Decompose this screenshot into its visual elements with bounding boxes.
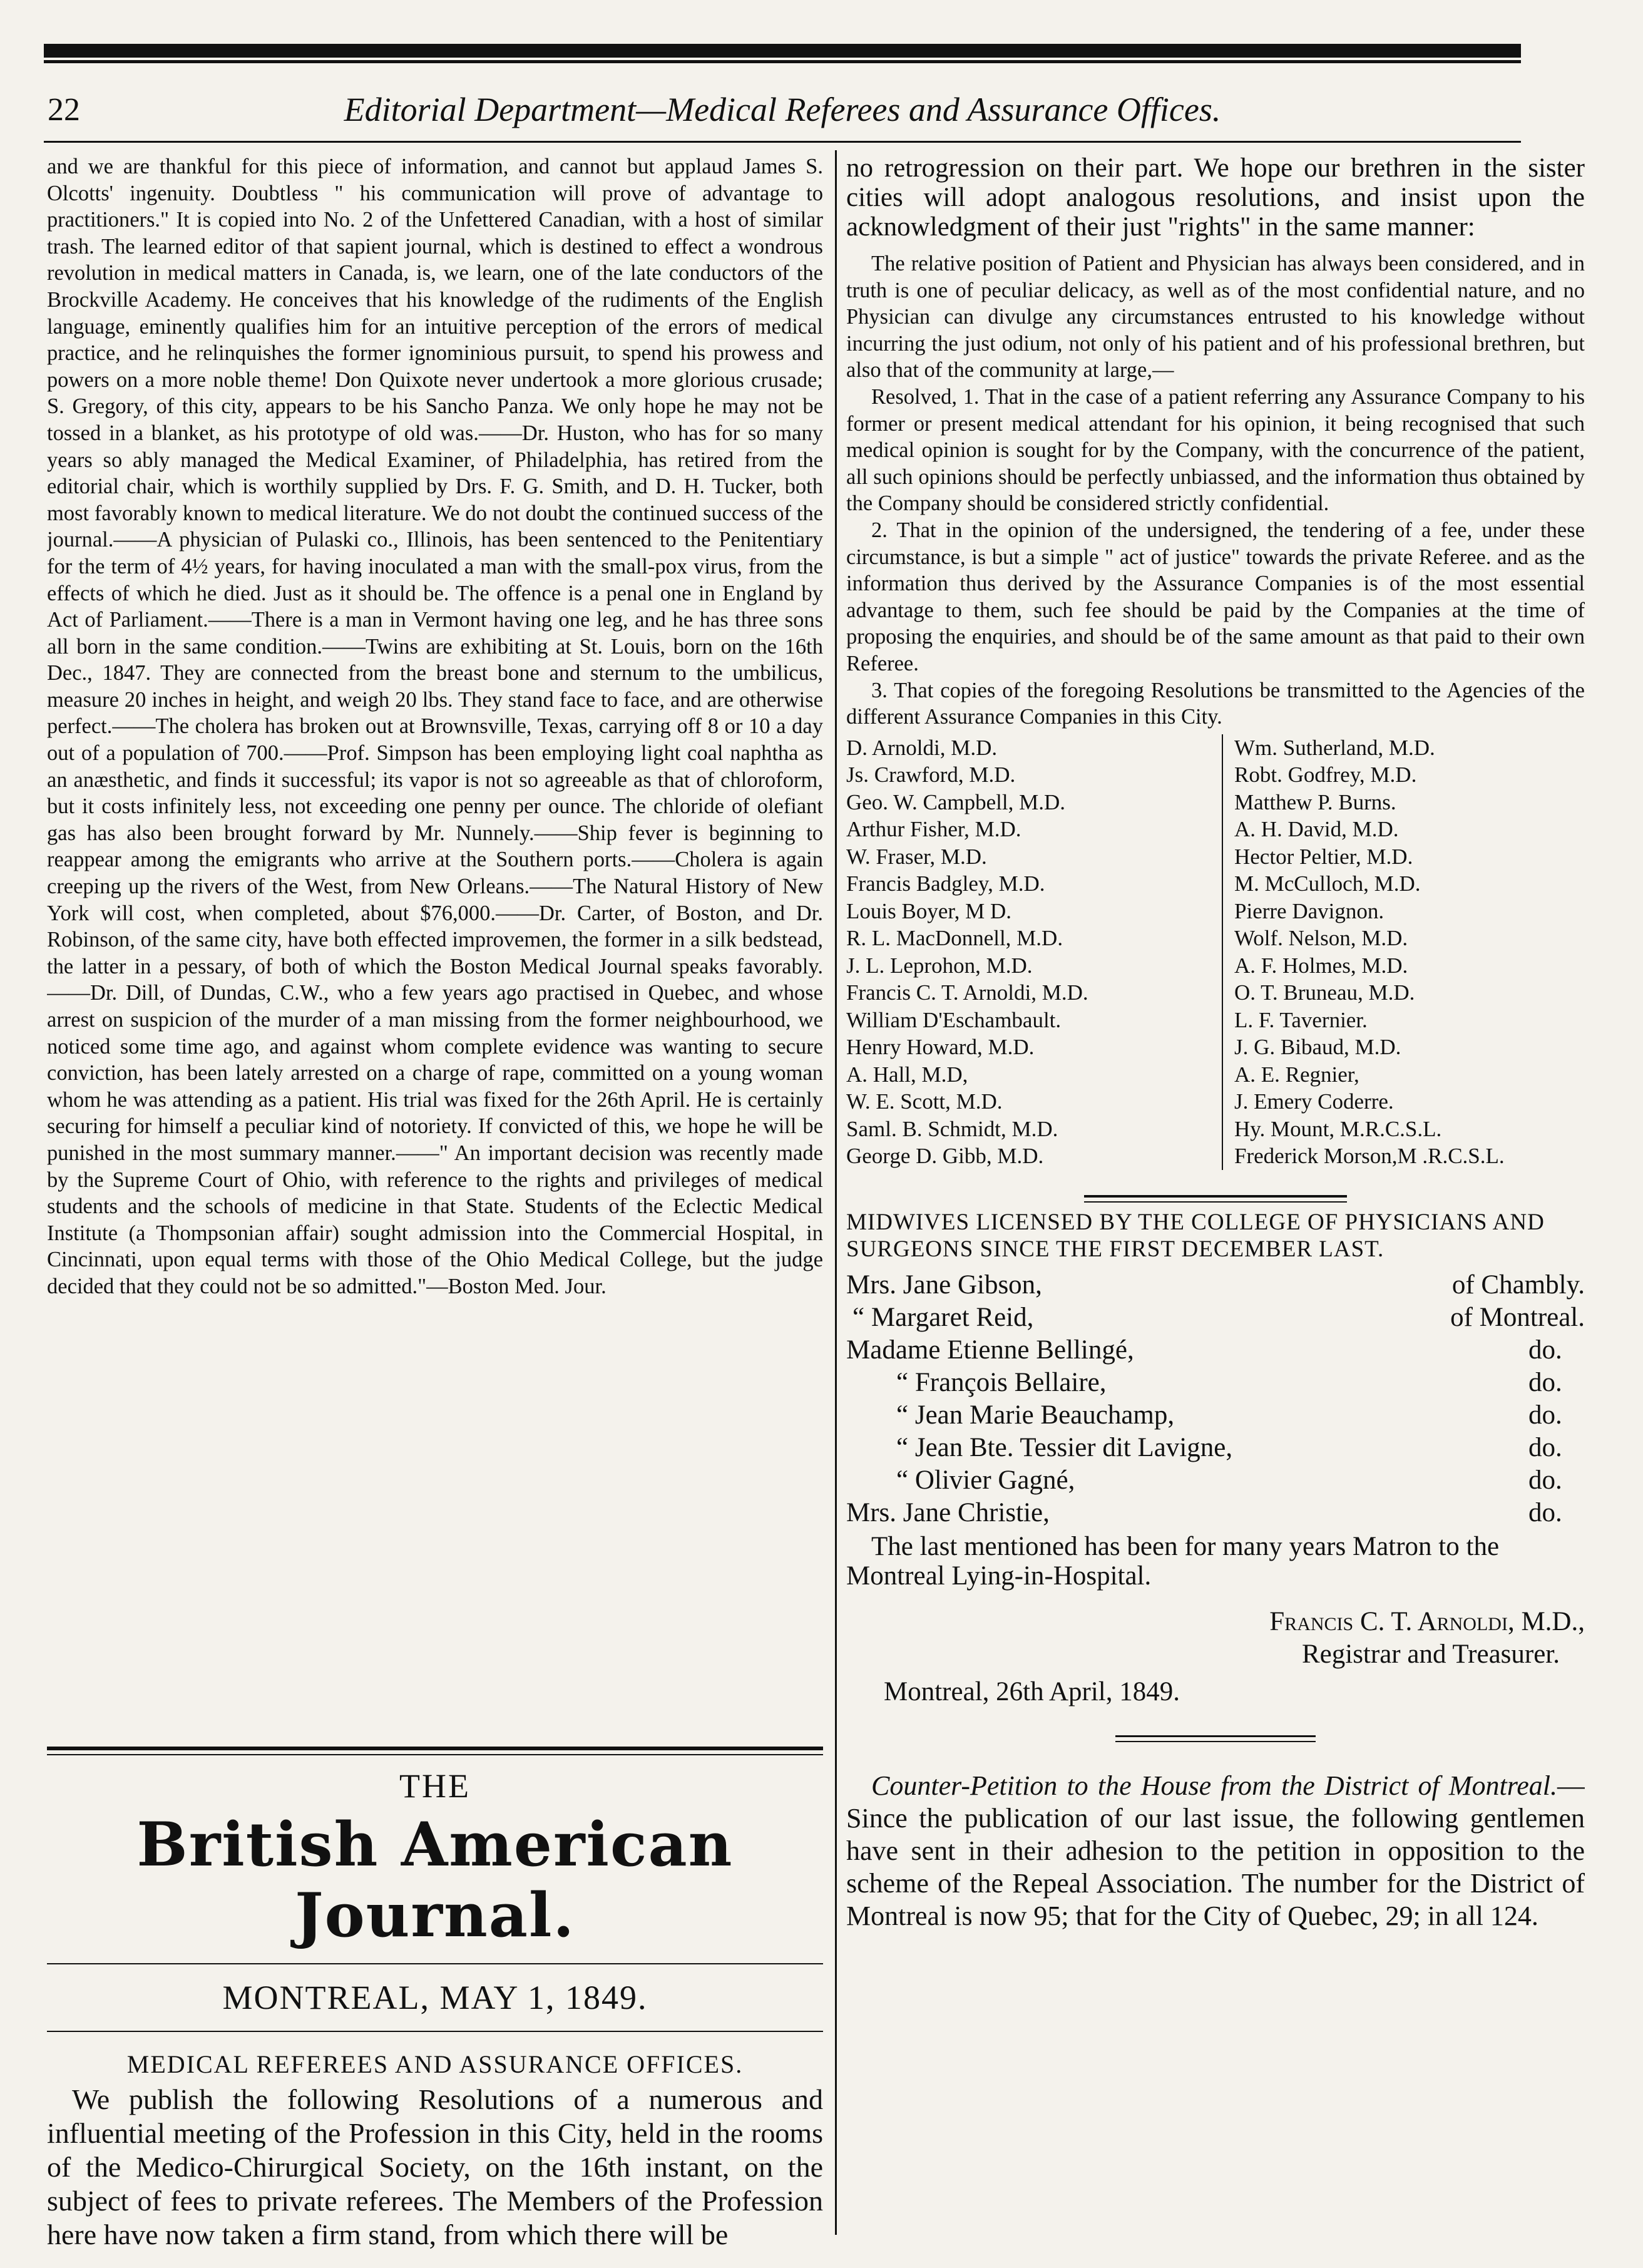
midwife-row bbox=[846, 1399, 1585, 1432]
midwife-place: do. bbox=[1528, 1335, 1562, 1365]
signatories-left bbox=[846, 734, 1197, 1170]
resolution-1: Resolved, 1. That in the case of a patient referring any Assurance Company to his former or present medical attendant for his opinion, it being recognised that such medical opinion is sought for by the Company, with the concurrence of the patient, all such opinions should be perfectly unbiassed, and the information thus obtained by the Company should be considered strictly confidential. bbox=[846, 384, 1585, 516]
dateline: MONTREAL, MAY 1, 1849. bbox=[222, 1979, 648, 2016]
signature-date: Montreal, 26th April, 1849. bbox=[884, 1676, 1180, 1706]
midwife-row bbox=[846, 1301, 1585, 1334]
counter-petition-title: Counter-Petition to the House from the District of Montreal. bbox=[871, 1770, 1557, 1801]
signatory: A. E. Regnier, bbox=[1234, 1062, 1359, 1087]
right-column bbox=[846, 153, 1585, 1932]
signatory: Henry Howard, M.D. bbox=[846, 1035, 1035, 1060]
signatory: Louis Boyer, M D. bbox=[846, 898, 1012, 923]
resolution-preamble: The relative position of Patient and Physician has always been considered, and in truth is one of peculiar delicacy, as well as of the most confidential nature, and no Physician can divulge any circumstances entrusted to his knowledge without incurring the just odium, not only of his patient and of his professional brethren, but also that of the community at large,— bbox=[846, 252, 1585, 382]
top-border-rule-thin bbox=[44, 60, 1521, 63]
midwife-name: Mrs. Jane Gibson, bbox=[846, 1270, 1042, 1300]
signatory: A. Hall, M.D, bbox=[846, 1062, 968, 1087]
masthead-the: THE bbox=[399, 1767, 471, 1805]
signatories-right bbox=[1222, 734, 1585, 1170]
section-rule-2 bbox=[1115, 1735, 1316, 1737]
article-body bbox=[47, 2083, 823, 2252]
masthead-rule-thin bbox=[47, 1754, 823, 1755]
midwife-row bbox=[846, 1432, 1585, 1464]
signatory: William D'Eschambault. bbox=[846, 1007, 1062, 1032]
signatory: Pierre Davignon. bbox=[1234, 898, 1385, 923]
resolution-3: 3. That copies of the foregoing Resolutions be transmitted to the Agencies of the different Assurance Companies in this City. bbox=[846, 678, 1585, 729]
dateline-rule-top bbox=[47, 1963, 823, 1964]
masthead bbox=[47, 1747, 823, 2252]
signatory: Frederick Morson,M .R.C.S.L. bbox=[1234, 1144, 1505, 1169]
signatory: Wm. Sutherland, M.D. bbox=[1234, 735, 1435, 760]
section-rule-2-thin bbox=[1115, 1741, 1316, 1742]
signatory: A. H. David, M.D. bbox=[1234, 817, 1399, 842]
midwives-note: The last mentioned has been for many years Matron to the Montreal Lying-in-Hospital. bbox=[846, 1531, 1500, 1591]
midwife-place: of Montreal. bbox=[1450, 1302, 1585, 1332]
signatory: Francis C. T. Arnoldi, M.D. bbox=[846, 980, 1088, 1005]
signatory: R. L. MacDonnell, M.D. bbox=[846, 926, 1063, 951]
counter-petition-body: —Since the publication of our last issue, the following gentlemen have sent in their adhesion to the petition in opposition to the scheme of the Repeal Association. The number for the District of Montreal is now 95; that for the City of Quebec, 29; in all 124. bbox=[846, 1770, 1585, 1931]
midwife-row bbox=[846, 1497, 1585, 1529]
signatory: Hector Peltier, M.D. bbox=[1234, 844, 1413, 869]
signatory: W. Fraser, M.D. bbox=[846, 844, 987, 869]
signature-name: Francis C. T. Arnoldi, M.D., bbox=[1269, 1606, 1585, 1636]
signatory: Matthew P. Burns. bbox=[1234, 789, 1396, 814]
signatory: Saml. B. Schmidt, M.D. bbox=[846, 1116, 1058, 1141]
midwife-name: “ Jean Bte. Tessier dit Lavigne, bbox=[896, 1432, 1233, 1462]
midwife-name: Madame Etienne Bellingé, bbox=[846, 1335, 1134, 1365]
midwife-row bbox=[846, 1367, 1585, 1399]
article-body-text: We publish the following Resolutions of a numerous and influential meeting of the Profession in this City, held in the rooms of the Medico-Chirurgical Society, on the 16th instant, on the subject of fees to private referees. The Members of the Profession here have now taken a firm stand, from which there will be bbox=[47, 2083, 823, 2250]
top-border-rule bbox=[44, 44, 1521, 58]
running-head: Editorial Department—Medical Referees and Assurance Offices. bbox=[344, 91, 1221, 128]
left-column bbox=[47, 153, 823, 1665]
midwife-name: “ Margaret Reid, bbox=[852, 1302, 1034, 1332]
counter-petition bbox=[846, 1770, 1585, 1932]
midwife-place: do. bbox=[1528, 1465, 1562, 1495]
page-number: 22 bbox=[48, 92, 80, 128]
signatory: Wolf. Nelson, M.D. bbox=[1234, 926, 1408, 951]
signatory: Robt. Godfrey, M.D. bbox=[1234, 762, 1417, 788]
section-rule-thin bbox=[1084, 1201, 1347, 1203]
signatory: J. G. Bibaud, M.D. bbox=[1234, 1035, 1401, 1060]
signatory: M. McCulloch, M.D. bbox=[1234, 871, 1421, 896]
article-heading: MEDICAL REFEREES AND ASSURANCE OFFICES. bbox=[126, 2050, 744, 2078]
midwife-name: “ Olivier Gagné, bbox=[896, 1465, 1075, 1495]
column-divider bbox=[835, 150, 837, 2235]
journal-title: British American Journal. bbox=[136, 1809, 734, 1951]
signatory: J. L. Leprohon, M.D. bbox=[846, 953, 1033, 978]
masthead-rule bbox=[47, 1747, 823, 1750]
signatory: Js. Crawford, M.D. bbox=[846, 762, 1016, 788]
midwife-place: do. bbox=[1528, 1400, 1562, 1430]
resolution-2: 2. That in the opinion of the undersigned, the tendering of a fee, under these circumstance, is but a simple " act of justice" towards the private Referee. and as the information thus derived by the Assurance Companies is of the most essential advantage to them, such fee should be paid by the Companies at the time of proposing the enquiries, and should be of the same amount as that paid to their own Referee. bbox=[846, 518, 1585, 675]
signatory: W. E. Scott, M.D. bbox=[846, 1089, 1003, 1114]
header-rule bbox=[44, 141, 1521, 143]
midwife-place: do. bbox=[1528, 1367, 1562, 1397]
midwife-name: “ Jean Marie Beauchamp, bbox=[896, 1400, 1175, 1430]
signature-title: Registrar and Treasurer. bbox=[1301, 1639, 1560, 1669]
midwife-place: of Chambly. bbox=[1451, 1270, 1585, 1300]
midwife-name: “ François Bellaire, bbox=[896, 1367, 1107, 1397]
news-paragraph: and we are thankful for this piece of information, and cannot but applaud James S. Olcotts' ingenuity. Doubtless " his communication will prove of advantage to practitioners." It is copied into No. 2 of the Unfettered Canadian, with a host of similar trash. The learned editor of that sapient journal, which is destined to effect a wondrous revolution in medical matters in Canada, is, we learn, one of the late conductors of the Brockville Academy. He conceives that his knowledge of the rudiments of the English language, eminently qualifies him for an intuitive perception of the errors of medical practice, and he relinquishes the former ignominious pursuit, to spend his prowess and powers on a more noble theme! Don Quixote never undertook a more glorious crusade; S. Gregory, of this city, appears to be his Sancho Panza. We only hope he may not be tossed in a blanket, as his prototype of old was.——Dr. Huston, who has for so many years so ably managed the Medical Examiner, of Philadelphia, has retired from the editorial chair, which is worthily supplied by Drs. F. G. Smith, and D. H. Tucker, both most favorably known to medical literature. We do not doubt the continued success of the journal.——A physician of Pulaski co., Illinois, has been sentenced to the Penitentiary for the term of 4½ years, for having inoculated a man with the small-pox virus, from the effects of which he died. Just as it should be. The offence is a penal one in England by Act of Parliament.——There is a man in Vermont having one leg, and he has three sons all born in the same condition.——Twins are exhibiting at St. Louis, born on the 16th Dec., 1847. They are connected from the breast bone and sternum to the umbilicus, measure 20 inches in height, and weigh 20 lbs. They stand face to face, and are otherwise perfect.——The cholera has broken out at Brownsville, Texas, carrying off 8 or 10 a day out of a population of 700.——Prof. Simpson has been employing light coal naphtha as an anæsthetic, and finds it successful; its vapor is not so agreeable as that of chloroform, but it costs infinitely less, not exceeding one penny per ounce. The chloride of olefiant gas has also been brought forward by Mr. Nunnely.——Ship fever is beginning to reappear among the emigrants who arrive at the Southern ports.——Cholera is again creeping up the rivers of the West, from New Orleans.——The Natural History of New York will cost, when completed, about $76,000.——Dr. Carter, of Boston, and Dr. Robinson, of the same city, have both effected improvemen, the former in a silk bedstead, the latter in a pessary, of both of which the Boston Medical Journal speaks favorably.——Dr. Dill, of Dundas, C.W., who a few years ago practised in Quebec, and whose arrest on suspicion of the murder of a man missing from the former neighbourhood, we noticed some time ago, and against whom complete evidence was wanting to secure conviction, has been lately arrested on a charge of rape, committed on a young woman whom he was attending as a patient. His trial was fixed for the 26th April. He is certainly securing for himself a peculiar kind of notoriety. If convicted of this, we hope he will be punished in the most summary manner.——" An important decision was recently made by the Supreme Court of Ohio, with reference to the rights and privileges of medical students and the schools of medicine in that State. Students of the Eclectic Medical Institute (a Thompsonian affair) sought admission into the Commercial Hospital, in Cincinnati, upon equal terms with those of the Ohio Medical College, but the judge decided that they could not be so admitted."—Boston Med. Jour. bbox=[47, 155, 823, 1298]
midwife-name: Mrs. Jane Christie, bbox=[846, 1497, 1050, 1527]
midwives-list bbox=[846, 1269, 1585, 1529]
midwife-row bbox=[846, 1269, 1585, 1301]
signatory: Hy. Mount, M.R.C.S.L. bbox=[1234, 1116, 1442, 1141]
midwife-place: do. bbox=[1528, 1497, 1562, 1527]
signatory: Arthur Fisher, M.D. bbox=[846, 817, 1021, 842]
section-rule bbox=[1084, 1195, 1347, 1198]
signatory: Geo. W. Campbell, M.D. bbox=[846, 789, 1065, 814]
signatory: L. F. Tavernier. bbox=[1234, 1007, 1368, 1032]
midwives-heading: MIDWIVES LICENSED BY THE COLLEGE OF PHYSICIANS AND SURGEONS SINCE THE FIRST DECEMBER LAST. bbox=[846, 1209, 1545, 1262]
signatory: George D. Gibb, M.D. bbox=[846, 1144, 1044, 1169]
signatory: Francis Badgley, M.D. bbox=[846, 871, 1045, 896]
signatory: A. F. Holmes, M.D. bbox=[1234, 953, 1408, 978]
midwife-row bbox=[846, 1464, 1585, 1497]
signatory: J. Emery Coderre. bbox=[1234, 1089, 1394, 1114]
midwife-place: do. bbox=[1528, 1432, 1562, 1462]
midwife-row bbox=[846, 1334, 1585, 1367]
signatory: D. Arnoldi, M.D. bbox=[846, 735, 998, 760]
resolutions bbox=[846, 250, 1585, 731]
signatory: O. T. Bruneau, M.D. bbox=[1234, 980, 1415, 1005]
signatories bbox=[846, 734, 1585, 1170]
page-header bbox=[44, 88, 1521, 144]
dateline-rule-bottom bbox=[47, 2031, 823, 2032]
article-continuation: no retrogression on their part. We hope our brethren in the sister cities will adopt analogous resolutions, and insist upon the acknowledgment of their just "rights" in the same manner: bbox=[846, 153, 1585, 242]
